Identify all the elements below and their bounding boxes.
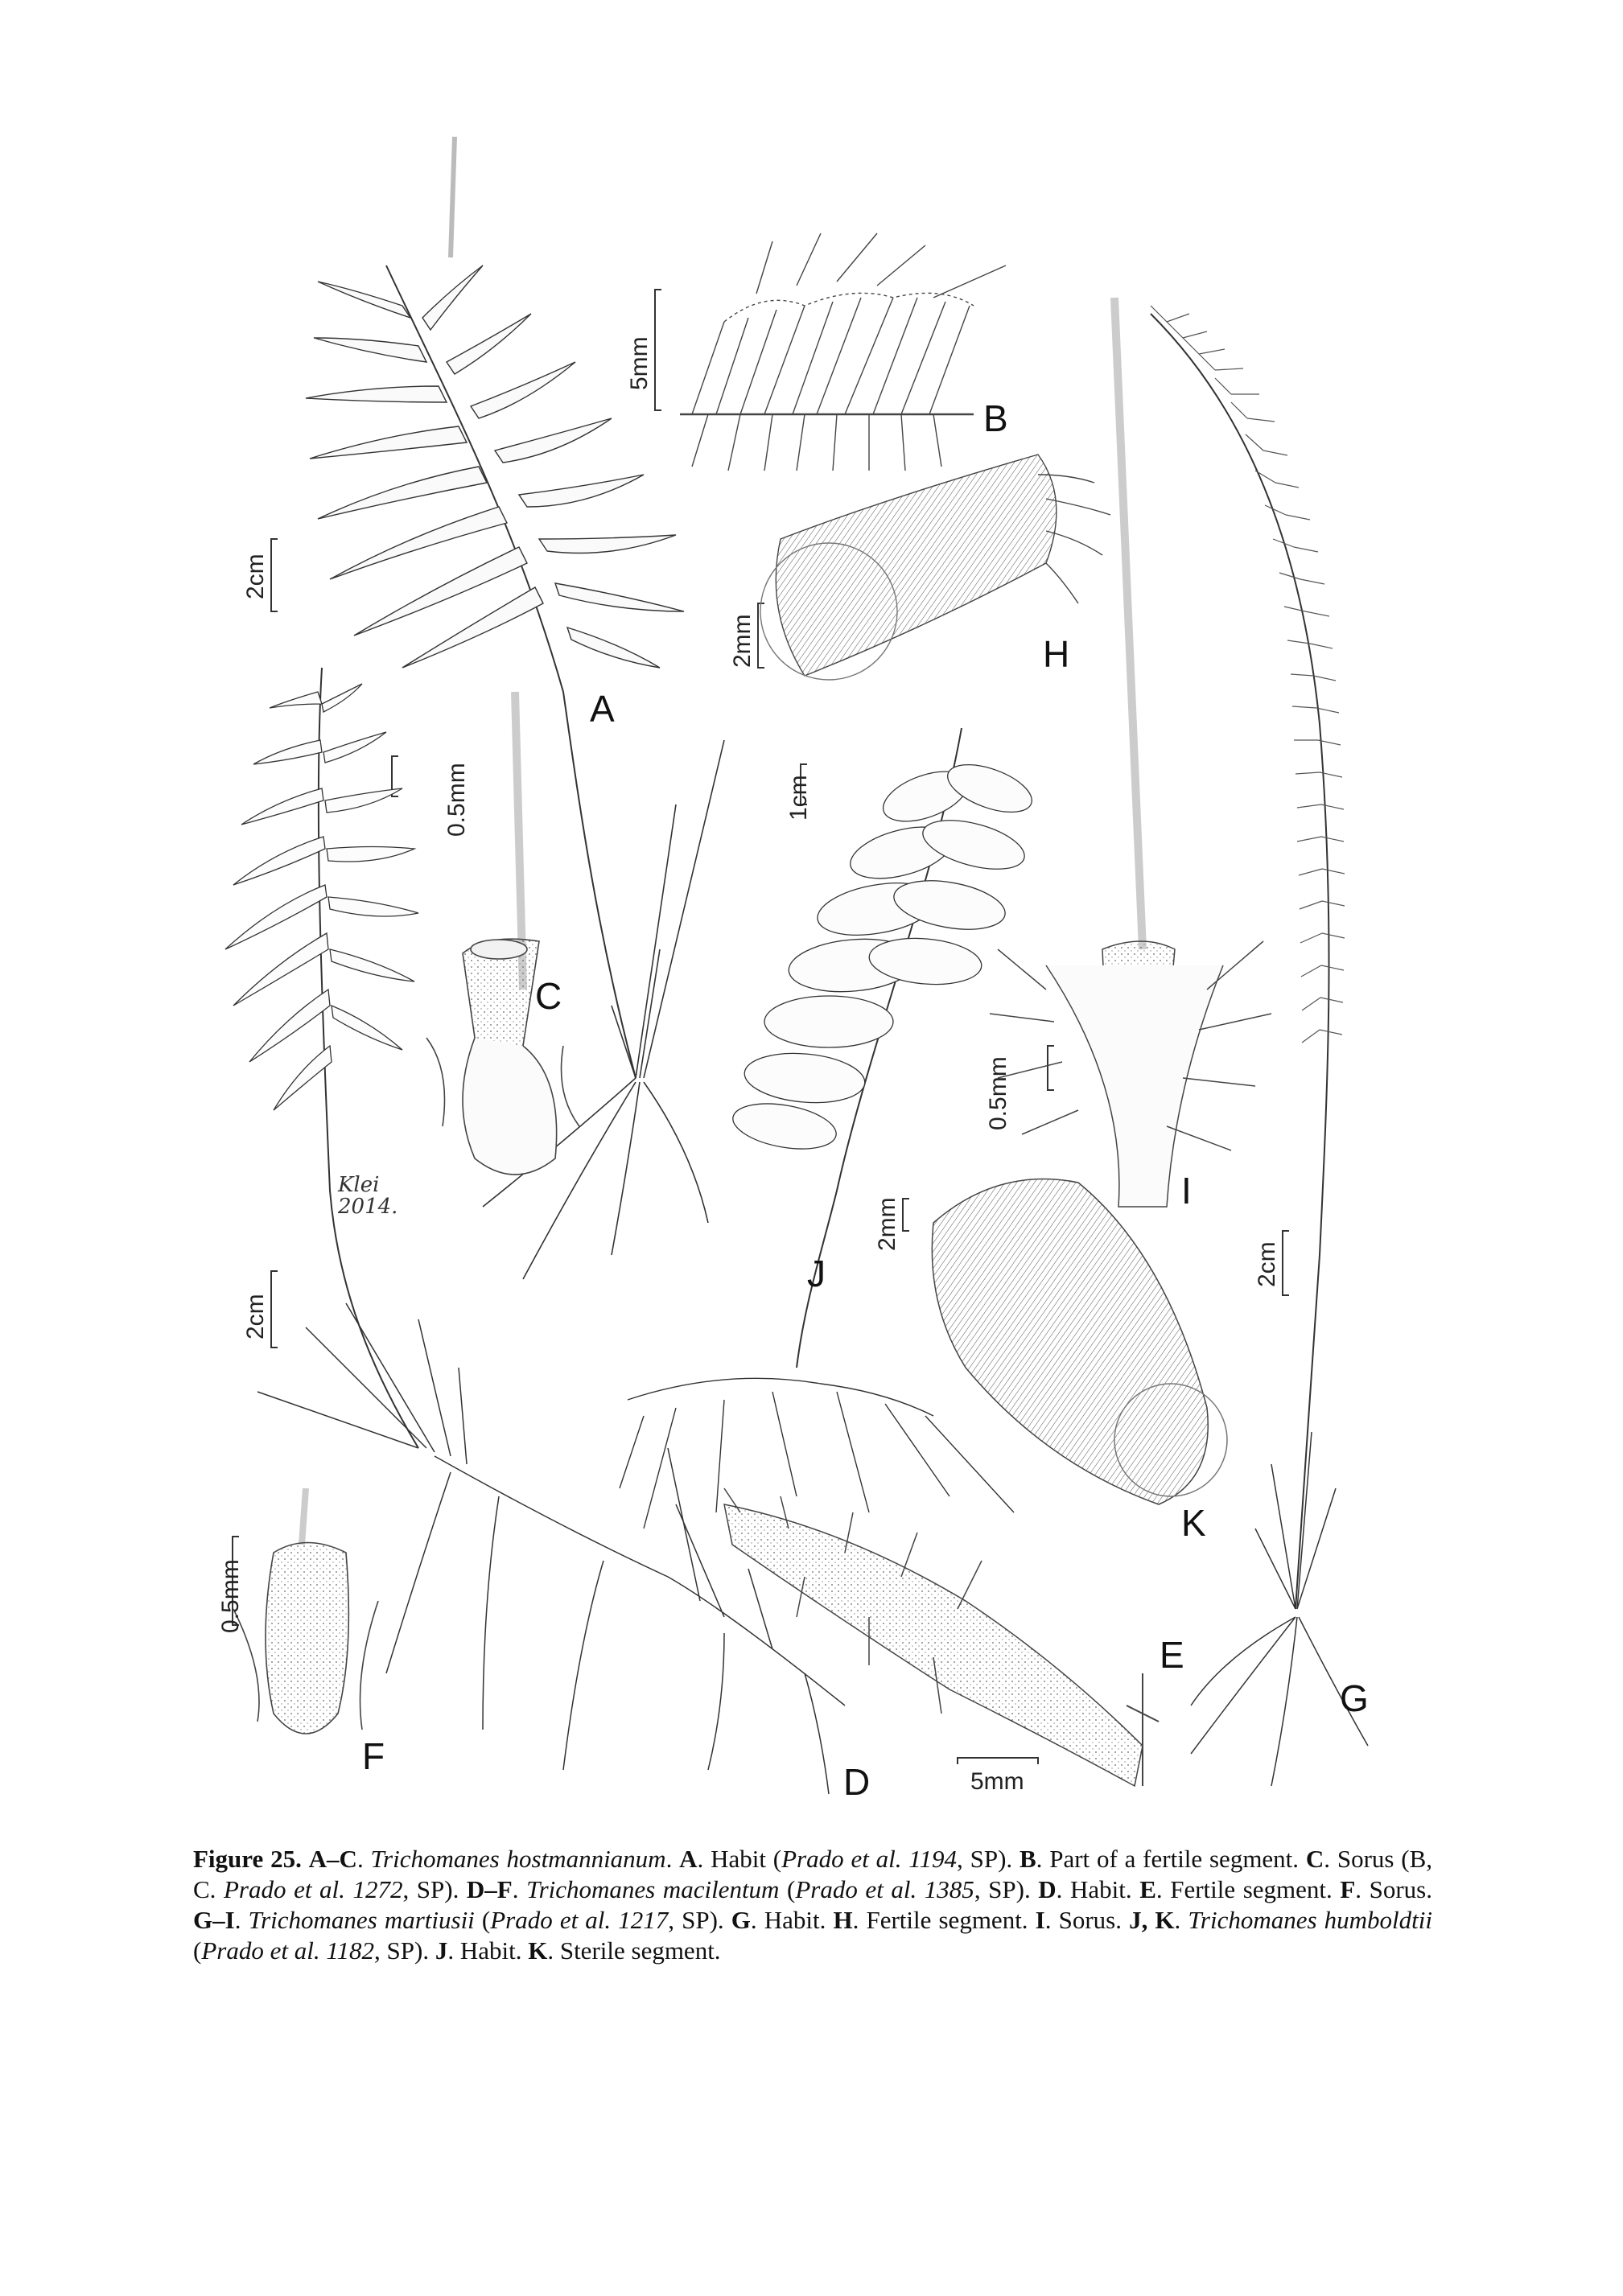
caption-text: (: [193, 1936, 202, 1965]
scale-label-c: 0.5mm: [443, 763, 470, 837]
panel-f-sorus: [233, 1488, 378, 1734]
panel-label-d: D: [843, 1761, 871, 1803]
caption-bold: D–F: [466, 1875, 513, 1903]
panel-label-k: K: [1181, 1502, 1206, 1544]
caption-text: .: [356, 1845, 371, 1873]
caption-text: . Sorus.: [1355, 1875, 1432, 1903]
caption-bold: J, K: [1129, 1906, 1175, 1934]
caption-voucher: Prado et al. 1385: [795, 1875, 974, 1903]
caption-text: [302, 1845, 309, 1873]
scale-label-d: 2cm: [242, 1294, 269, 1339]
panel-label-f: F: [362, 1735, 385, 1777]
caption-text: . Fertile segment.: [852, 1906, 1036, 1934]
caption-text: (: [474, 1906, 491, 1934]
caption-text: .: [665, 1845, 680, 1873]
caption-figure-label: Figure 25.: [193, 1845, 302, 1873]
artist-signature: [338, 1175, 398, 1219]
caption-text: , SP).: [374, 1936, 435, 1965]
caption-bold: F: [1340, 1875, 1356, 1903]
caption-text: .: [1174, 1906, 1188, 1934]
panel-label-j: J: [807, 1253, 826, 1294]
caption-bold: K: [528, 1936, 548, 1965]
caption-text: , SP).: [957, 1845, 1020, 1873]
caption-text: (: [779, 1875, 796, 1903]
caption-text: , SP).: [402, 1875, 467, 1903]
panel-k-sterile-segment: [932, 1179, 1227, 1504]
caption-bold: A–C: [308, 1845, 357, 1873]
caption-text: . Part of a fertile segment.: [1036, 1845, 1306, 1873]
panel-label-b: B: [983, 397, 1008, 439]
caption-text: . Habit.: [1056, 1875, 1140, 1903]
signature-line-1: Klei: [338, 1173, 380, 1197]
caption-species: Trichomanes hostmannianum: [370, 1845, 666, 1873]
panel-i-sorus: [990, 298, 1271, 1212]
caption-bold: G–I: [193, 1906, 235, 1934]
panel-label-a: A: [590, 688, 615, 730]
caption-text: , SP).: [668, 1906, 731, 1934]
caption-bold: C: [1305, 1845, 1324, 1873]
scale-label-a: 2cm: [242, 553, 269, 599]
caption-bold: I: [1035, 1906, 1045, 1934]
panel-label-i: I: [1181, 1170, 1192, 1212]
panel-label-e: E: [1160, 1634, 1184, 1676]
caption-text: . Sterile segment.: [547, 1936, 721, 1965]
caption-voucher: Prado et al. 1272: [224, 1875, 403, 1903]
scale-label-g: 2cm: [1254, 1241, 1280, 1287]
caption-species: Trichomanes humboldtii: [1188, 1906, 1433, 1934]
caption-text: . Habit.: [447, 1936, 529, 1965]
caption-text: .: [234, 1906, 249, 1934]
scale-label-h: 2mm: [729, 614, 756, 668]
caption-bold: D: [1038, 1875, 1057, 1903]
caption-voucher: Prado et al. 1217: [490, 1906, 669, 1934]
scale-label-k: 2mm: [874, 1197, 900, 1251]
panel-e-fertile-segment: [724, 1488, 1159, 1786]
scale-label-i: 0.5mm: [985, 1056, 1011, 1130]
caption-bold: B: [1019, 1845, 1036, 1873]
caption-text: . Habit (: [697, 1845, 782, 1873]
caption-bold: J: [435, 1936, 448, 1965]
caption-voucher: Prado et al. 1194: [781, 1845, 958, 1873]
caption-bold: A: [679, 1845, 698, 1873]
scale-label-f: 0.5mm: [217, 1559, 244, 1633]
scale-label-e: 5mm: [970, 1768, 1024, 1795]
caption-voucher: Prado et al. 1182: [201, 1936, 375, 1965]
caption-text: . Fertile segment.: [1155, 1875, 1341, 1903]
panel-b-fertile-segment: [680, 233, 1006, 471]
caption-text: . Sorus (B, C.: [193, 1845, 1433, 1903]
caption-bold: G: [731, 1906, 751, 1934]
caption-bold: H: [833, 1906, 853, 1934]
scale-label-b: 5mm: [626, 336, 653, 390]
caption-text: . Habit.: [750, 1906, 834, 1934]
panel-label-h: H: [1043, 633, 1070, 675]
panel-label-c: C: [535, 975, 562, 1017]
caption-bold: E: [1139, 1875, 1156, 1903]
signature-line-2: 2014.: [338, 1195, 398, 1220]
scale-label-j: 1cm: [785, 775, 812, 821]
caption-text: , SP).: [974, 1875, 1039, 1903]
panel-label-g: G: [1340, 1677, 1369, 1719]
caption-species: Trichomanes macilentum: [526, 1875, 780, 1903]
panel-j-habit: [620, 728, 1038, 1529]
caption-text: . Sorus.: [1044, 1906, 1130, 1934]
figure-caption: [193, 1844, 1432, 1966]
caption-text: .: [512, 1875, 527, 1903]
caption-species: Trichomanes martiusii: [248, 1906, 475, 1934]
